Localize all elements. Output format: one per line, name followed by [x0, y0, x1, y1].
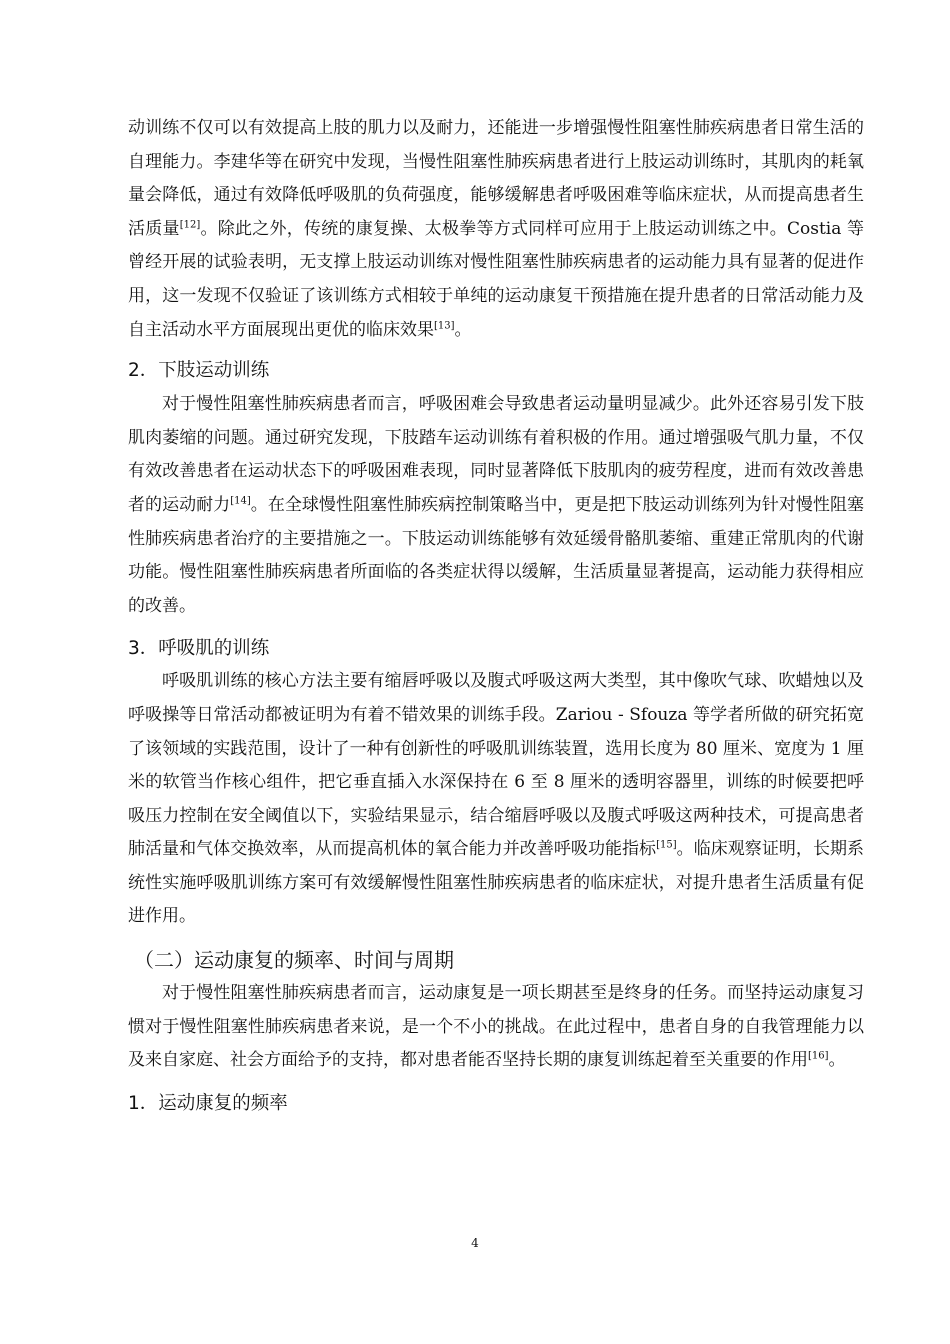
heading-section-frequency-time-cycle: （二）运动康复的频率、时间与周期 [134, 948, 454, 973]
citation-13: [13] [434, 319, 455, 331]
paragraph-upper-limb-training: 动训练不仅可以有效提高上肢的肌力以及耐力，还能进一步增强慢性阻塞性肺疾病患者日常生活的自理能力。李建华等在研究中发现，当慢性阻塞性肺疾病患者进行上肢运动训练时，其肌肉的耗氧量会降低，通过有效降低呼吸肌的负荷强度，能够缓解患者呼吸困难等临床症状，从而提高患者生活质量[12]。除此之外，传统的康复操、太极拳等方式同样可应用于上肢运动训练之中。Costia 等曾经开展的试验表明，无支撑上肢运动训练对慢性阻塞性肺疾病患者的运动能力具有显著的促进作用，这一发现不仅验证了该训练方式相较于单纯的运动康复干预措施在提升患者的日常活动能力及自主活动水平方面展现出更优的临床效果[13]。 [128, 118, 864, 340]
paragraph-respiratory-muscle-training: 呼吸肌训练的核心方法主要有缩唇呼吸以及腹式呼吸这两大类型，其中像吹气球、吹蜡烛以及呼吸操等日常活动都被证明为有着不错效果的训练手段。Zariou - Sfouza 等学者所做的研究拓宽了该领域的实践范围，设计了一种有创新性的呼吸肌训练装置，选用长度为 80 厘米、宽度为 1 厘米的软管当作核心组件，把它垂直插入水深保持在 6 至 8 厘米的透明容器里，训练的时候要把呼吸压力控制在安全阈值以下，实验结果显示，结合缩唇呼吸以及腹式呼吸这两种技术，可提高患者肺活量和气体交换效率，从而提高机体的氧合能力并改善呼吸功能指标[15]。临床观察证明，长期系统性实施呼吸肌训练方案可有效缓解慢性阻塞性肺疾病患者的临床症状，对提升患者生活质量有促进作用。 [128, 671, 865, 927]
citation-16: [16] [808, 1050, 829, 1062]
page-content [128, 112, 864, 1116]
page-number: 4 [471, 1236, 479, 1250]
heading-respiratory-muscle-training: 3．呼吸肌的训练 [128, 638, 270, 660]
citation-14: [14] [230, 495, 251, 507]
citation-12: [12] [179, 219, 201, 231]
paragraph-rehab-frequency-intro: 对于慢性阻塞性肺疾病患者而言，运动康复是一项长期甚至是终身的任务。而坚持运动康复习惯对于慢性阻塞性肺疾病患者来说，是一个不小的挑战。在此过程中，患者自身的自我管理能力以及来自家庭、社会方面给予的支持，都对患者能否坚持长期的康复训练起着至关重要的作用[16]。 [128, 983, 864, 1071]
citation-15: [15] [656, 839, 677, 851]
heading-lower-limb-training: 2．下肢运动训练 [128, 360, 270, 382]
paragraph-lower-limb-training: 对于慢性阻塞性肺疾病患者而言，呼吸困难会导致患者运动量明显减少。此外还容易引发下肢肌肉萎缩的问题。通过研究发现，下肢踏车运动训练有着积极的作用。通过增强吸气肌力量，不仅有效改善患者在运动状态下的呼吸困难表现，同时显著降低下肢肌肉的疲劳程度，进而有效改善患者的运动耐力[14]。在全球慢性阻塞性肺疾病控制策略当中，更是把下肢运动训练列为针对慢性阻塞性肺疾病患者治疗的主要措施之一。下肢运动训练能够有效延缓骨骼肌萎缩、重建正常肌肉的代谢功能。慢性阻塞性肺疾病患者所面临的各类症状得以缓解，生活质量显著提高，运动能力获得相应的改善。 [128, 394, 865, 616]
heading-rehab-frequency: 1．运动康复的频率 [128, 1092, 288, 1114]
